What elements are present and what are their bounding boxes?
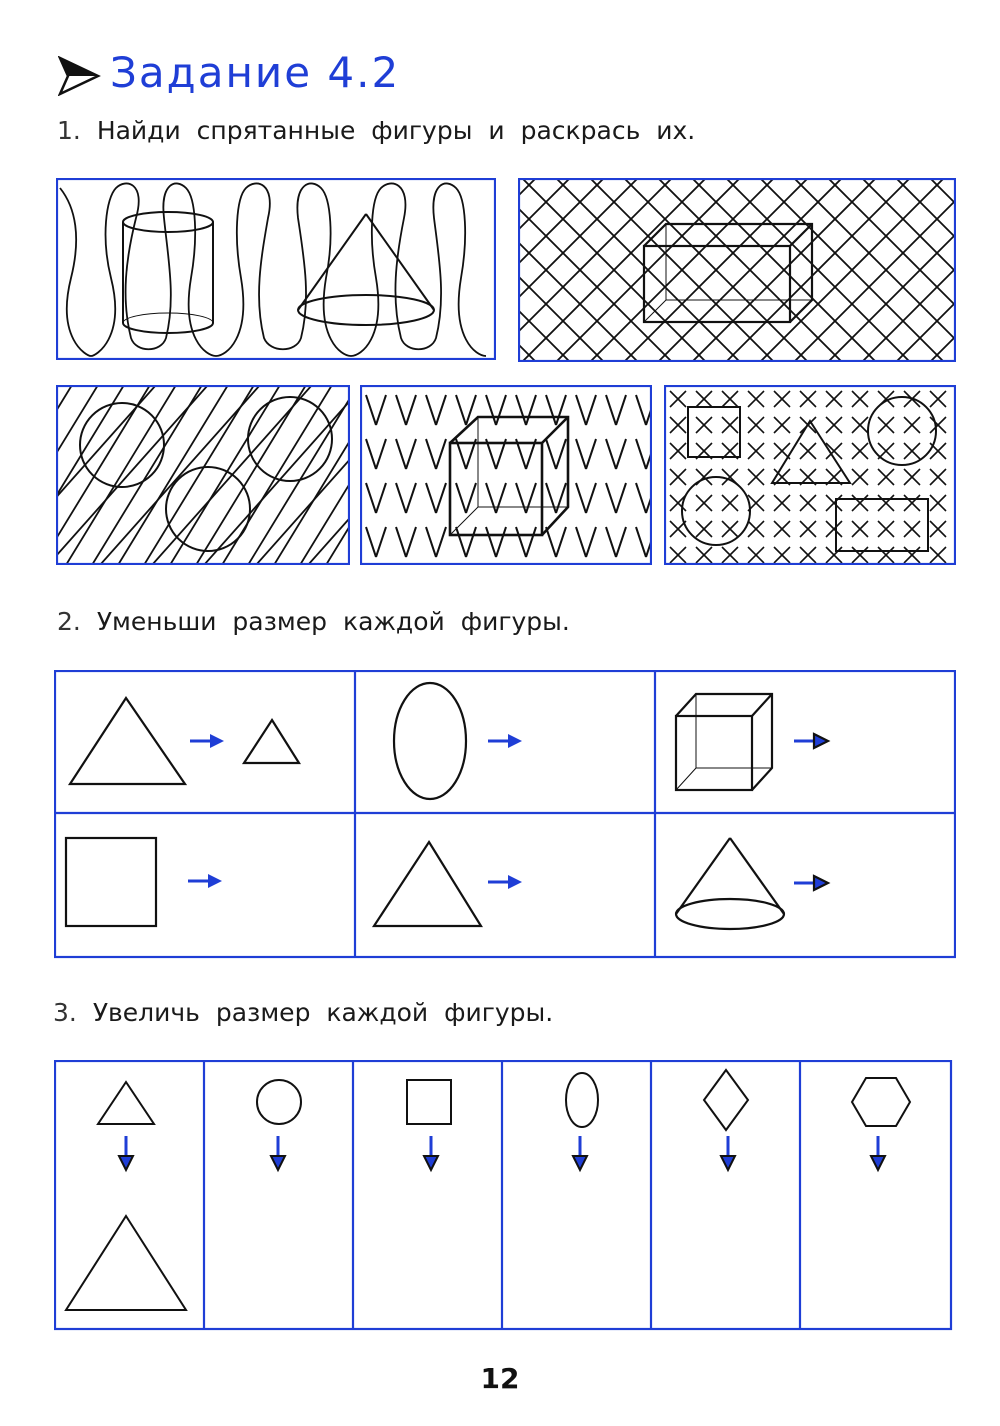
reduce-cell-square[interactable]	[66, 838, 222, 926]
reduce-grid-lines	[55, 671, 955, 957]
panel-frame	[361, 386, 651, 564]
task-3-text: Увеличь размер каждой фигуры.	[92, 998, 554, 1027]
enlarge-grid-lines	[55, 1061, 951, 1329]
reduce-shapes-grid	[54, 670, 956, 960]
page-title: Задание 4.2	[110, 48, 401, 97]
panel-frame	[57, 386, 349, 564]
enlarge-cell-circle[interactable]	[257, 1080, 301, 1170]
arrow-right-icon	[190, 734, 224, 748]
hidden-shapes-panel-crosshatch[interactable]	[518, 178, 956, 362]
enlarge-shapes-grid	[54, 1060, 954, 1332]
enlarge-cell-square[interactable]	[407, 1080, 451, 1170]
arrow-right-icon	[794, 734, 828, 748]
arrow-down-icon	[119, 1136, 133, 1170]
arrow-right-icon	[488, 734, 522, 748]
enlarge-cell-triangle[interactable]	[66, 1082, 186, 1310]
cube-shape	[450, 417, 568, 535]
hidden-shapes-panel-slanted[interactable]	[56, 385, 350, 565]
task-1-text: Найди спрятанные фигуры и раскрась их.	[96, 116, 696, 145]
reduce-cell-ellipse[interactable]	[394, 683, 522, 799]
crosshatch-pattern	[518, 178, 956, 362]
arrow-right-icon	[188, 874, 222, 888]
arrow-right-icon	[794, 876, 828, 890]
reduce-cell-cube[interactable]	[676, 694, 828, 790]
task-1-number: 1.	[57, 116, 81, 145]
hidden-shapes-panel-loops[interactable]	[56, 178, 496, 360]
task-2-number: 2.	[57, 607, 81, 636]
arrow-down-icon	[721, 1136, 735, 1170]
v-pattern	[366, 395, 652, 557]
arrow-down-icon	[424, 1136, 438, 1170]
hidden-shapes-panel-x-pattern[interactable]	[664, 385, 956, 565]
arrow-down-icon	[871, 1136, 885, 1170]
arrow-down-icon	[271, 1136, 285, 1170]
reduce-cell-triangle[interactable]	[70, 698, 299, 784]
task-2-instruction	[57, 607, 570, 636]
task-3-number: 3.	[53, 998, 77, 1027]
arrow-down-icon	[573, 1136, 587, 1170]
enlarge-cell-hexagon[interactable]	[852, 1078, 910, 1170]
task-3-instruction	[53, 998, 553, 1027]
enlarge-cell-ellipse[interactable]	[566, 1073, 598, 1170]
hidden-shapes-panel-v-pattern[interactable]	[360, 385, 652, 565]
reduce-cell-cone[interactable]	[676, 838, 828, 929]
triangle-arrow-icon	[58, 56, 102, 96]
task-1-instruction	[57, 116, 695, 145]
arrow-right-icon	[488, 875, 522, 889]
reduce-cell-triangle-2[interactable]	[374, 842, 522, 926]
cone-shape	[298, 214, 434, 325]
page-number: 12	[480, 1362, 520, 1395]
slanted-line-pattern	[56, 385, 350, 565]
cylinder-shape	[123, 212, 213, 333]
enlarge-cell-rhombus[interactable]	[704, 1070, 748, 1170]
task-2-text: Уменьши размер каждой фигуры.	[96, 607, 570, 636]
